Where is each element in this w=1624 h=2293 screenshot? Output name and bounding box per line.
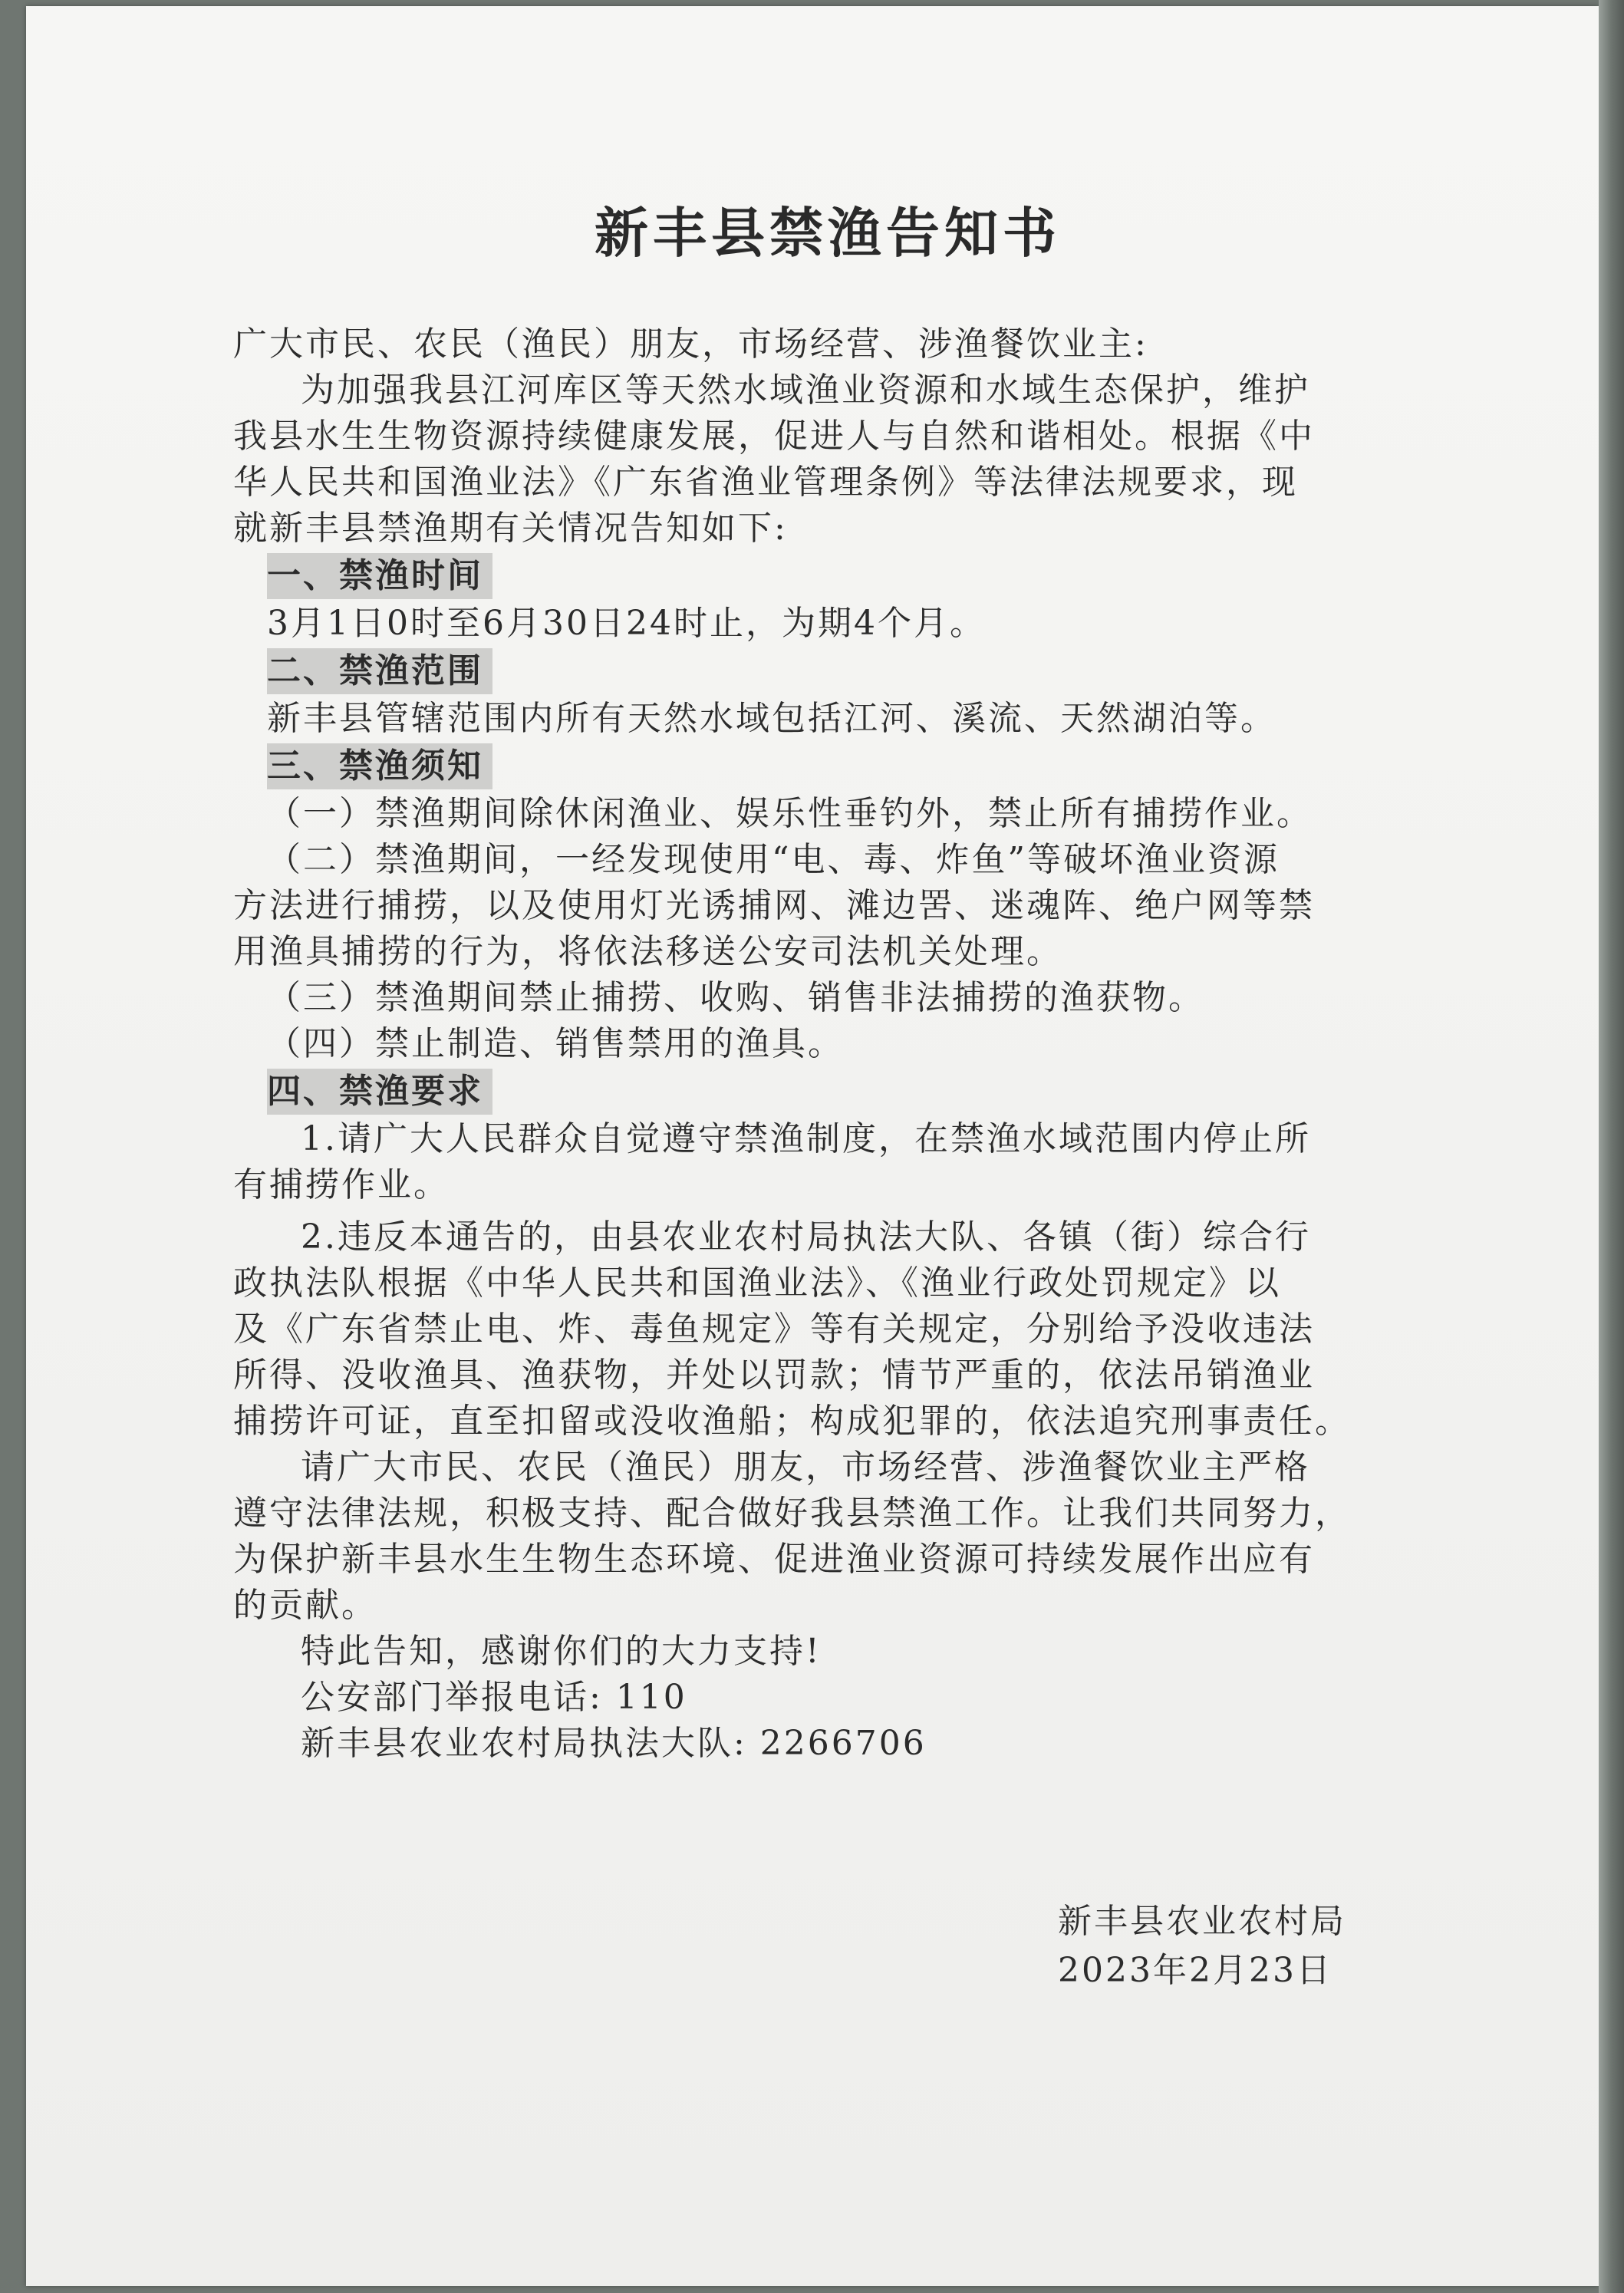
section-text: 方法进行捕捞，以及使用灯光诱捕网、滩边罟、迷魂阵、绝户网等禁 xyxy=(233,886,1315,925)
closing-line: 请广大市民、农民（渔民）朋友，市场经营、涉渔餐饮业主严格 xyxy=(301,1448,1310,1487)
section-text: 3月1日0时至6月30日24时止，为期4个月。 xyxy=(267,604,986,643)
section-text: （三）禁渔期间禁止捕捞、收购、销售非法捕捞的渔获物。 xyxy=(267,978,1204,1017)
section-text: 新丰县管辖范围内所有天然水域包括江河、溪流、天然湖泊等。 xyxy=(267,699,1276,738)
contact-line: 公安部门举报电话: 110 xyxy=(301,1678,687,1717)
section-text: （一）禁渔期间除休闲渔业、娱乐性垂钓外，禁止所有捕捞作业。 xyxy=(267,794,1313,833)
section-text: 1.请广大人民群众自觉遵守禁渔制度，在禁渔水域范围内停止所 xyxy=(301,1119,1311,1158)
section-heading: 一、禁渔时间 xyxy=(267,553,492,599)
signature-org: 新丰县农业农村局 xyxy=(1058,1902,1346,1941)
section-text: 政执法队根据《中华人民共和国渔业法》、《渔业行政处罚规定》以 xyxy=(233,1263,1281,1303)
section-text: 所得、没收渔具、渔获物，并处以罚款；情节严重的，依法吊销渔业 xyxy=(233,1356,1315,1395)
background-edge xyxy=(1599,0,1624,2293)
intro-line: 就新丰县禁渔期有关情况告知如下: xyxy=(233,509,788,548)
contact-line: 新丰县农业农村局执法大队: 2266706 xyxy=(301,1724,927,1763)
section-text: 有捕捞作业。 xyxy=(233,1165,450,1204)
intro-line: 华人民共和国渔业法》《广东省渔业管理条例》等法律法规要求，现 xyxy=(233,463,1298,502)
paper-sheet xyxy=(26,6,1599,2286)
closing-line: 的贡献。 xyxy=(233,1586,377,1625)
section-text: （四）禁止制造、销售禁用的渔具。 xyxy=(267,1024,844,1063)
intro-line: 为加强我县江河库区等天然水域渔业资源和水域生态保护，维护 xyxy=(301,371,1310,410)
section-heading: 二、禁渔范围 xyxy=(267,648,492,694)
section-heading: 四、禁渔要求 xyxy=(267,1069,492,1115)
notice-body xyxy=(233,190,1415,1767)
section-heading: 三、禁渔须知 xyxy=(267,743,492,789)
section-text: 捕捞许可证，直至扣留或没收渔船；构成犯罪的，依法追究刑事责任。 xyxy=(233,1402,1351,1441)
closing-line: 为保护新丰县水生生物生态环境、促进渔业资源可持续发展作出应有 xyxy=(233,1540,1315,1579)
intro-line: 我县水生生物资源持续健康发展，促进人与自然和谐相处。根据《中 xyxy=(233,417,1315,456)
closing-line: 遵守法律法规，积极支持、配合做好我县禁渔工作。让我们共同努力， xyxy=(233,1494,1351,1533)
signature-date: 2023年2月23日 xyxy=(1058,1951,1332,1990)
section-text: （二）禁渔期间，一经发现使用“电、毒、炸鱼”等破坏渔业资源 xyxy=(267,840,1280,879)
thanks-line: 特此告知，感谢你们的大力支持! xyxy=(301,1632,822,1671)
salutation: 广大市民、农民（渔民）朋友，市场经营、涉渔餐饮业主: xyxy=(233,325,1148,364)
section-text: 及《广东省禁止电、炸、毒鱼规定》等有关规定，分别给予没收违法 xyxy=(233,1310,1315,1349)
section-text: 用渔具捕捞的行为，将依法移送公安司法机关处理。 xyxy=(233,932,1062,971)
document-title: 新丰县禁渔告知书 xyxy=(595,201,1061,265)
section-text: 2.违反本通告的，由县农业农村局执法大队、各镇（街）综合行 xyxy=(301,1217,1311,1257)
signature-block xyxy=(1058,1897,1346,1995)
